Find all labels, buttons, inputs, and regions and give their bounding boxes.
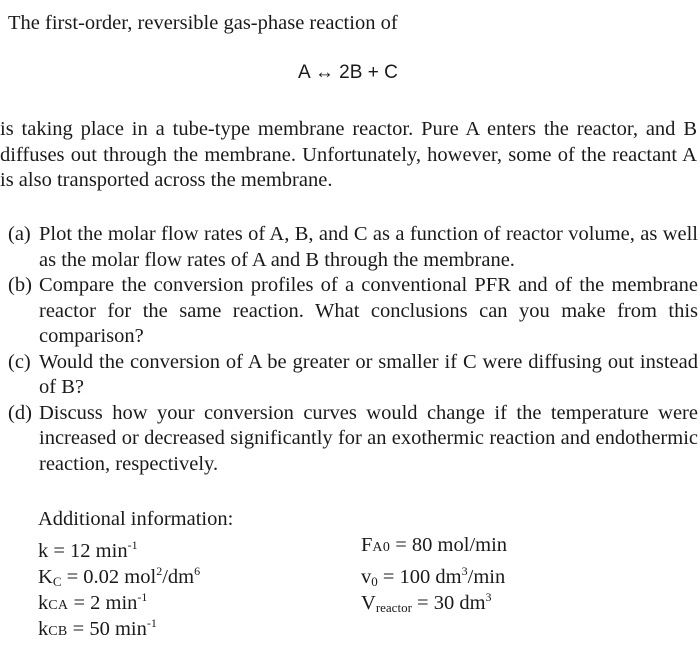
info-kc	[38, 558, 201, 589]
exponent: 3	[485, 590, 492, 604]
info-vreactor	[361, 584, 507, 615]
question-label: (a)	[8, 223, 31, 245]
value: = 30 dm	[417, 592, 486, 614]
subscript: C	[52, 574, 62, 589]
reaction-equation: A ↔ 2B + C	[298, 62, 398, 83]
info-k	[38, 532, 200, 562]
value: = 0.02 mol	[66, 566, 157, 588]
question-a	[8, 222, 698, 273]
question-b	[8, 273, 698, 350]
subscript: A0	[372, 540, 391, 555]
unit-tail: /min	[467, 566, 506, 588]
exponent: 6	[194, 564, 201, 578]
intro-line: The first-order, reversible gas-phase reaction of	[8, 12, 398, 34]
value: = 2 min	[73, 592, 138, 614]
exponent: -1	[137, 590, 148, 604]
question-label: (b)	[8, 274, 32, 296]
subscript: reactor	[375, 600, 412, 615]
exponent: -1	[146, 616, 157, 630]
info-column-right	[361, 532, 508, 615]
value: = 80 mol/min	[395, 534, 508, 556]
subscript: CA	[48, 598, 69, 613]
value: = 12 min	[53, 540, 128, 562]
question-text: Would the conversion of A be greater or smaller if C were diffusing out instead of B?	[39, 350, 698, 398]
question-label: (d)	[8, 401, 32, 424]
exponent: 2	[156, 564, 163, 578]
value: = 100 dm	[382, 566, 462, 588]
info-column-left	[38, 532, 201, 640]
info-fa0	[361, 532, 507, 558]
symbol: K	[38, 566, 53, 588]
question-list	[8, 222, 698, 477]
exponent: 3	[461, 564, 468, 578]
question-text: Plot the molar flow rates of A, B, and C as a function of reactor volume, as well as the molar flow rates of A and B through the membrane.	[39, 223, 698, 271]
exponent: -1	[127, 538, 138, 552]
symbol: k	[38, 618, 49, 640]
question-d	[8, 401, 698, 478]
subscript: CB	[48, 624, 68, 639]
unit-mid: /dm	[162, 566, 195, 588]
additional-info-title: Additional information:	[38, 508, 234, 530]
symbol: F	[361, 534, 373, 556]
symbol: k	[38, 592, 49, 614]
symbol: v	[361, 566, 372, 588]
subscript: 0	[371, 574, 378, 589]
symbol: V	[361, 592, 376, 614]
question-c	[8, 350, 698, 401]
symbol: k	[38, 540, 49, 562]
problem-paragraph: is taking place in a tube-type membrane reactor. Pure A enters the reactor, and B diffuses out through the membrane. Unfortunately, however, some of the reactant A is also transported across the membrane.	[0, 118, 697, 191]
info-v0	[361, 558, 507, 589]
info-kcb	[38, 610, 200, 640]
question-label: (c)	[8, 350, 31, 373]
question-text: Compare the conversion profiles of a conventional PFR and of the membrane reactor for the same reaction. What conclusions can you make from this comparison?	[39, 274, 698, 347]
value: = 50 min	[72, 618, 147, 640]
question-text: Discuss how your conversion curves would change if the temperature were increased or decreased significantly for an exothermic reaction and endothermic reaction, respectively.	[39, 401, 698, 475]
